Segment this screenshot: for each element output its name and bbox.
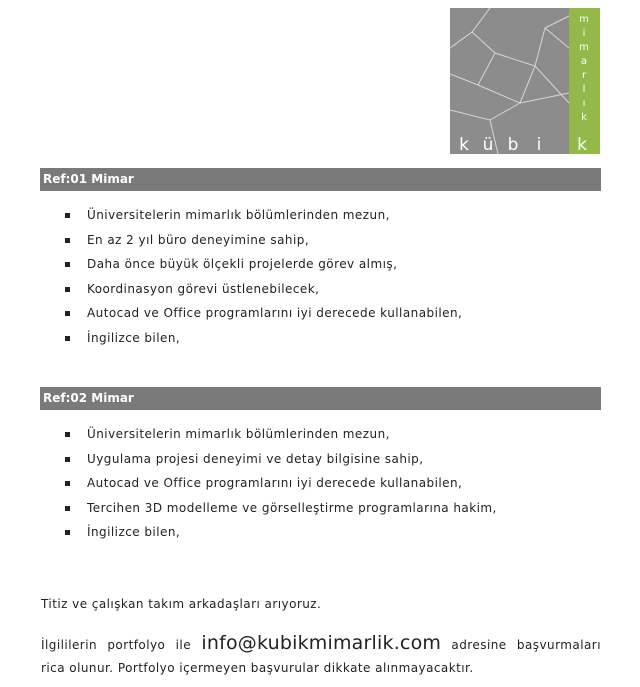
logo-brand-letter: ü xyxy=(482,135,494,154)
logo-brand-letter: k xyxy=(577,135,587,154)
requirement-item: Üniversitelerin mimarlık bölümlerinden mezun, xyxy=(40,422,497,447)
requirement-item: Tercihen 3D modelleme ve görselleştirme programlarına hakim, xyxy=(40,496,497,521)
contact-email-link[interactable]: info@kubikmimarlik.com xyxy=(201,632,442,654)
logo-vertical-letter: r xyxy=(581,70,587,81)
application-line-1 xyxy=(41,632,601,654)
section-header-ref01: Ref:01 Mimar xyxy=(40,168,601,191)
logo-vertical-letter: m xyxy=(579,14,589,25)
team-sentence: Titiz ve çalışkan takım arkadaşları arıyoruz. xyxy=(41,597,322,611)
requirement-item: Üniversitelerin mimarlık bölümlerinden mezun, xyxy=(40,203,462,228)
requirements-list-ref01 xyxy=(40,203,462,350)
logo-vertical-letter: i xyxy=(582,28,586,39)
requirement-item: En az 2 yıl büro deneyimine sahip, xyxy=(40,228,462,253)
requirement-item: Autocad ve Office programlarını iyi derecede kullanabilen, xyxy=(40,301,462,326)
apply-word: İlgililerin xyxy=(41,638,98,652)
logo-vertical-letter: a xyxy=(580,56,588,67)
requirement-item: Koordinasyon görevi üstlenebilecek, xyxy=(40,277,462,302)
application-paragraph xyxy=(41,632,601,675)
apply-word: portfolyo xyxy=(107,638,166,652)
requirement-item: İngilizce bilen, xyxy=(40,326,462,351)
requirement-item: İngilizce bilen, xyxy=(40,520,497,545)
requirement-item: Daha önce büyük ölçekli projelerde görev almış, xyxy=(40,252,462,277)
logo-brand-letter: i xyxy=(536,135,542,154)
logo-vertical-letter: l xyxy=(582,84,586,95)
logo-graphic xyxy=(450,8,600,154)
kubik-mimarlik-logo xyxy=(450,8,600,154)
requirement-item: Autocad ve Office programlarını iyi derecede kullanabilen, xyxy=(40,471,497,496)
section-header-ref02: Ref:02 Mimar xyxy=(40,387,601,410)
apply-word: adresine xyxy=(451,638,507,652)
logo-brand-letter: k xyxy=(459,135,469,154)
requirements-list-ref02 xyxy=(40,422,497,545)
apply-word: ile xyxy=(175,638,192,652)
logo-vertical-letter: k xyxy=(581,112,587,123)
logo-vertical-letter: m xyxy=(579,42,589,53)
requirement-item: Uygulama projesi deneyimi ve detay bilgisine sahip, xyxy=(40,447,497,472)
logo-vertical-letter: ı xyxy=(582,98,586,109)
logo-brand-letter: b xyxy=(507,135,519,154)
application-line-2: rica olunur. Portfolyo içermeyen başvurular dikkate alınmayacaktır. xyxy=(41,661,474,675)
apply-word: başvurmaları xyxy=(516,638,601,652)
